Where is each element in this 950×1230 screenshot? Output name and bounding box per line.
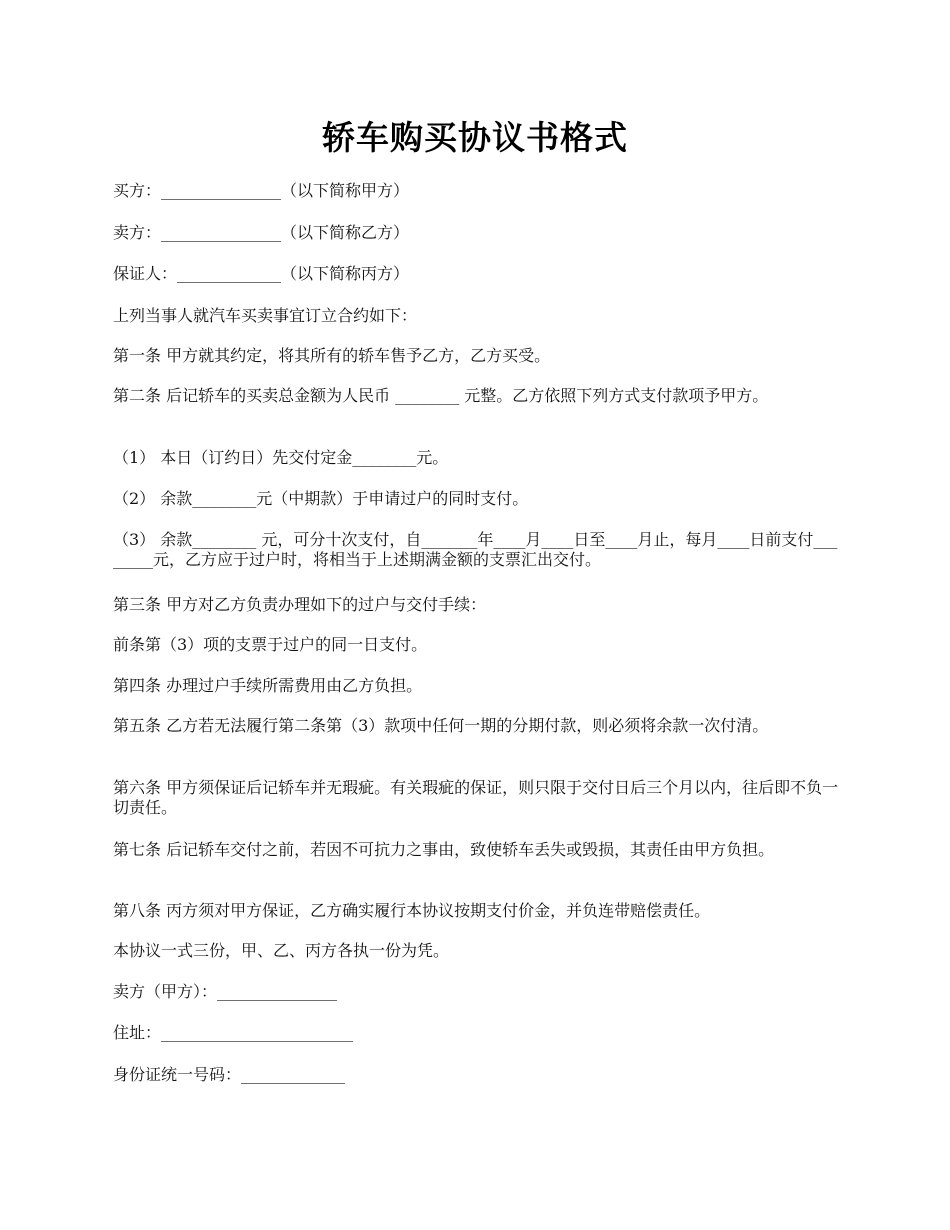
copies-statement: 本协议一式三份，甲、乙、丙方各执一份为凭。 bbox=[113, 941, 450, 960]
seller-line: 卖方：_______________（以下简称乙方） bbox=[113, 223, 410, 242]
payment-item-3: （3） 余款________ 元，可分十次支付，自_______年____月____日至____月止，每月____日前支付________元，乙方应于过户时，将相当于上述期满金额的支票汇出交付。 bbox=[113, 530, 838, 569]
article-2: 第二条 后记轿车的买卖总金额为人民币 ________ 元整。乙方依照下列方式支付款项予甲方。 bbox=[113, 386, 769, 405]
buyer-line: 买方：_______________（以下简称甲方） bbox=[113, 181, 410, 200]
article-4: 第四条 办理过户手续所需费用由乙方负担。 bbox=[113, 676, 423, 695]
document-title: 轿车购买协议书格式 bbox=[322, 118, 628, 157]
guarantor-line: 保证人：_____________（以下简称丙方） bbox=[113, 264, 410, 283]
signature-seller: 卖方（甲方）：_______________ bbox=[113, 982, 338, 1001]
signature-address: 住址：________________________ bbox=[113, 1023, 354, 1042]
article-7: 第七条 后记轿车交付之前，若因不可抗力之事由，致使轿车丢失或毁损，其责任由甲方负担。 bbox=[113, 840, 775, 859]
article-3-detail: 前条第（3）项的支票于过户的同一日支付。 bbox=[113, 635, 428, 654]
signature-id-number: 身份证统一号码：_____________ bbox=[113, 1065, 346, 1084]
payment-item-2: （2） 余款________元（中期款）于申请过户的同时支付。 bbox=[113, 489, 529, 508]
article-8: 第八条 丙方须对甲方保证，乙方确实履行本协议按期支付价金，并负连带赔偿责任。 bbox=[113, 901, 711, 920]
intro-paragraph: 上列当事人就汽车买卖事宜订立合约如下： bbox=[113, 306, 418, 325]
payment-item-1: （1） 本日（订约日）先交付定金________元。 bbox=[113, 448, 449, 467]
article-5: 第五条 乙方若无法履行第二条第（3）款项中任何一期的分期付款，则必须将余款一次付清。 bbox=[113, 716, 769, 735]
article-6: 第六条 甲方须保证后记轿车并无瑕疵。有关瑕疵的保证，则只限于交付日后三个月以内，往后即不负一切责任。 bbox=[113, 778, 839, 817]
article-3: 第三条 甲方对乙方负责办理如下的过户与交付手续： bbox=[113, 595, 487, 614]
article-1: 第一条 甲方就其约定，将其所有的轿车售予乙方，乙方买受。 bbox=[113, 346, 551, 365]
